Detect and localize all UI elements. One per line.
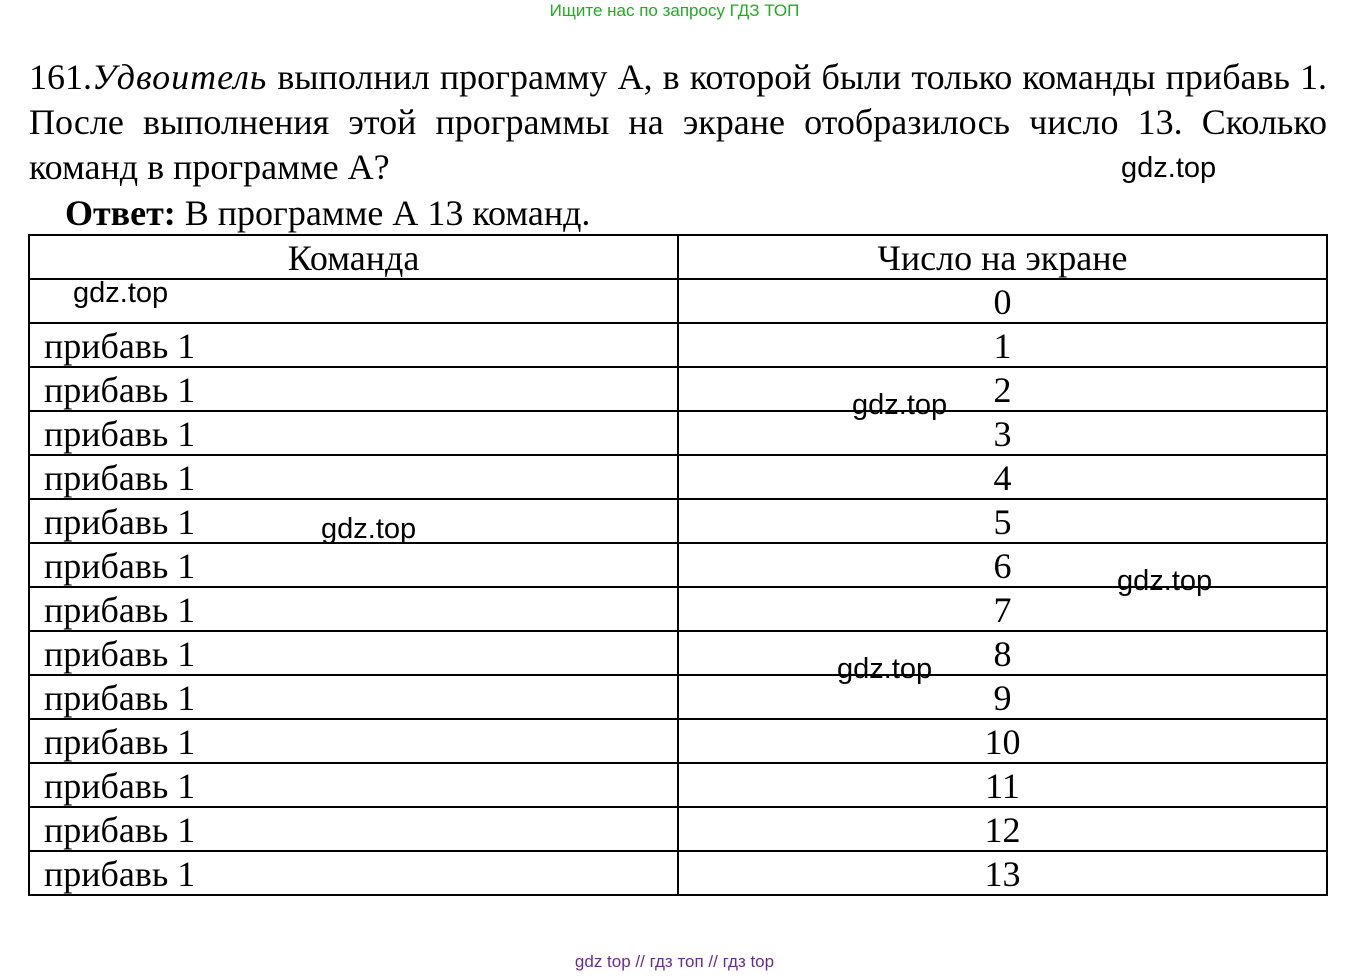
header-command: Команда (29, 235, 678, 279)
answer (65, 191, 590, 235)
table-header-row (29, 235, 1327, 279)
value-cell: 6 (678, 543, 1327, 587)
watermark: gdz.top (1117, 565, 1213, 597)
command-cell: прибавь 1 (29, 367, 678, 411)
table-row (29, 807, 1327, 851)
table-row (29, 719, 1327, 763)
command-cell: прибавь 1 (29, 719, 678, 763)
problem-text: выполнил программу А, в которой были только команды прибавь 1. После выполнения этой программы на экране отобразилось число 13. Сколько команд в программе А? (29, 57, 1327, 187)
table-row (29, 763, 1327, 807)
command-cell: прибавь 1 (29, 587, 678, 631)
command-cell: прибавь 1 (29, 411, 678, 455)
table-row (29, 499, 1327, 543)
command-cell: прибавь 1 (29, 631, 678, 675)
command-cell: прибавь 1 (29, 323, 678, 367)
table-row (29, 411, 1327, 455)
watermark: gdz.top (73, 277, 169, 309)
table-row (29, 323, 1327, 367)
value-cell: 13 (678, 851, 1327, 895)
footer-links[interactable]: gdz top // гдз топ // гдз top (574, 952, 775, 971)
table-row (29, 631, 1327, 675)
watermark: gdz.top (852, 389, 948, 421)
command-cell: прибавь 1 (29, 763, 678, 807)
answer-text: В программе А 13 команд. (175, 193, 591, 233)
header-screen-number: Число на экране (678, 235, 1327, 279)
table-row (29, 279, 1327, 323)
value-cell: 7 (678, 587, 1327, 631)
value-cell: 5 (678, 499, 1327, 543)
command-cell: прибавь 1 (29, 675, 678, 719)
value-cell: 11 (678, 763, 1327, 807)
value-cell: 9 (678, 675, 1327, 719)
command-cell: прибавь 1 (29, 499, 678, 543)
value-cell: 2 (678, 367, 1327, 411)
command-cell: прибавь 1 (29, 807, 678, 851)
command-cell: прибавь 1 (29, 543, 678, 587)
watermark: gdz.top (1121, 152, 1217, 184)
command-cell: прибавь 1 (29, 455, 678, 499)
value-cell: 8 (678, 631, 1327, 675)
watermark: gdz.top (837, 653, 933, 685)
value-cell: 3 (678, 411, 1327, 455)
value-cell: 0 (678, 279, 1327, 323)
command-cell: прибавь 1 (29, 851, 678, 895)
answer-label: Ответ: (65, 193, 176, 233)
watermark: gdz.top (321, 513, 417, 545)
value-cell: 4 (678, 455, 1327, 499)
top-banner[interactable]: Ищите нас по запросу ГДЗ ТОП (549, 1, 800, 20)
table-row (29, 455, 1327, 499)
value-cell: 10 (678, 719, 1327, 763)
value-cell: 12 (678, 807, 1327, 851)
problem-number: 161. (29, 57, 92, 97)
table-row (29, 675, 1327, 719)
table-row (29, 367, 1327, 411)
table-row (29, 851, 1327, 895)
problem-italic-word: Удвоитель (92, 57, 268, 97)
value-cell: 1 (678, 323, 1327, 367)
